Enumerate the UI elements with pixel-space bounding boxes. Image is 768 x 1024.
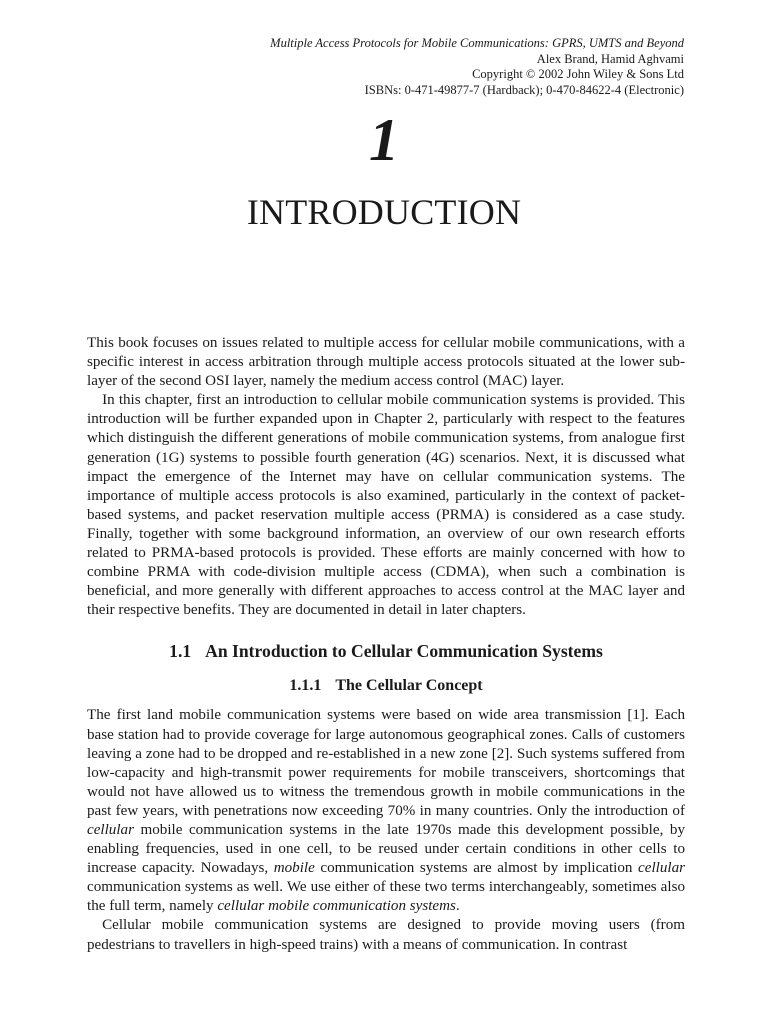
emphasis-text: cellular mobile communication systems [217, 898, 456, 915]
chapter-title: INTRODUCTION [246, 192, 522, 232]
emphasis-text: mobile [273, 860, 315, 877]
intro-paragraph-1: This book focuses on issues related to multiple access for cellular mobile communications, with a specific interest in access arbitration through multiple access protocols situated at the lower sub-layer of the second OSI layer, namely the medium access control (MAC) layer. [87, 335, 685, 390]
section-number: 1.1 [169, 641, 192, 662]
subsection-heading [87, 676, 685, 696]
book-copyright: Copyright © 2002 John Wiley & Sons Ltd [472, 67, 684, 81]
chapter-number: 1 [369, 107, 399, 173]
subsection-title: The Cellular Concept [335, 677, 483, 695]
emphasis-text: cellular [87, 821, 134, 838]
book-isbns: ISBNs: 0-471-49877-7 (Hardback); 0-470-84622-4 (Electronic) [364, 82, 684, 97]
emphasis-text: cellular [638, 860, 685, 877]
book-header [270, 36, 684, 98]
text-run: The first land mobile communication systems were based on wide area transmission [1]. Each base station had to provide coverage for large autonomous geographical zones. Calls of customers leaving a zone had to be dropped and re-established in a new zone [2]. Such systems suffered from low-capacity and high-transmit power requirements for mobile transceivers, shortcomings that would not have allowed us to witness the tremendous growth in mobile communications in the past few years, with penetrations now exceeding 70% in many countries. Only the introduction of [87, 707, 685, 819]
book-authors: Alex Brand, Hamid Aghvami [536, 51, 684, 66]
section-heading [87, 640, 685, 662]
text-run: communication systems as well. We use either of these two terms interchangeably, sometimes also the full term, namely [87, 879, 685, 915]
text-run: mobile communication systems in the late 1970s made this development possible, by enabling frequencies, used in one cell, to be reused under certain conditions in other cells to increase capacity. Nowadays, [87, 821, 685, 877]
subsection-number: 1.1.1 [289, 677, 322, 695]
cellular-paragraph-2: Cellular mobile communication systems are designed to provide moving users (from pedestrians to travellers in high-speed trains) with a means of communication. In contrast [87, 917, 685, 953]
text-run: . [455, 898, 460, 915]
section-title: An Introduction to Cellular Communication Systems [205, 641, 603, 662]
cellular-paragraph-1 [87, 706, 685, 916]
body-text [87, 334, 685, 955]
book-title: Multiple Access Protocols for Mobile Communications: GPRS, UMTS and Beyond [270, 36, 684, 50]
text-run: communication systems are almost by implication [314, 860, 639, 877]
intro-paragraph-2: In this chapter, first an introduction to cellular mobile communication systems is provided. This introduction will be further expanded upon in Chapter 2, particularly with respect to the features which distinguish the different generations of mobile communication systems, from analogue first generation (1G) systems to possible fourth generation (4G) scenarios. Next, it is discussed what impact the emergence of the Internet may have on cellular communication systems. The importance of multiple access protocols is also examined, particularly in the context of packet-based systems, and packet reservation multiple access (PRMA) is considered as a case study. Finally, together with some background information, an overview of our own research efforts related to PRMA-based protocols is provided. These efforts are mainly concerned with how to combine PRMA with code-division multiple access (CDMA), when such a combination is beneficial, and more generally with different approaches to access control at the MAC layer and their respective benefits. They are documented in detail in later chapters. [87, 392, 685, 619]
